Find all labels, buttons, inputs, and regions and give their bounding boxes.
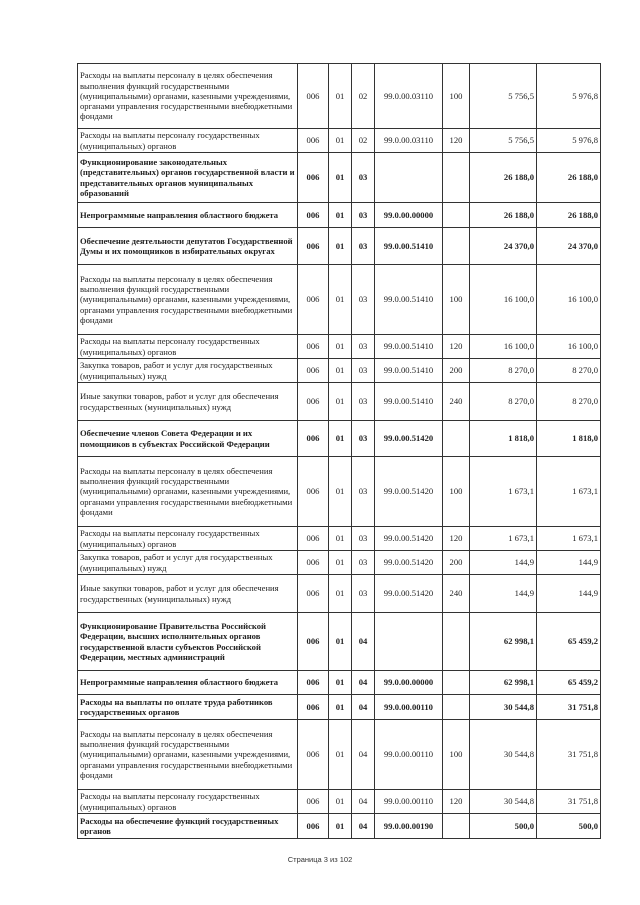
cell-pr: 02 [352, 64, 375, 129]
table-row [78, 575, 601, 613]
cell-ved: 006 [298, 265, 329, 335]
cell-sum2: 26 188,0 [537, 153, 601, 203]
cell-csr: 99.0.00.03110 [375, 64, 443, 129]
table-row [78, 457, 601, 527]
cell-csr: 99.0.00.00110 [375, 720, 443, 790]
cell-pr: 04 [352, 613, 375, 671]
cell-name: Иные закупки товаров, работ и услуг для обеспечения государственных (муниципальных) нужд [78, 383, 298, 421]
cell-sum1: 144,9 [470, 575, 537, 613]
cell-rz: 01 [329, 383, 352, 421]
cell-ved: 006 [298, 457, 329, 527]
cell-vr: 240 [443, 575, 470, 613]
cell-ved: 006 [298, 421, 329, 457]
cell-rz: 01 [329, 790, 352, 814]
cell-pr: 03 [352, 228, 375, 265]
cell-name: Расходы на обеспечение функций государственных органов [78, 814, 298, 839]
cell-ved: 006 [298, 129, 329, 153]
cell-sum2: 8 270,0 [537, 359, 601, 383]
table-row [78, 203, 601, 228]
cell-rz: 01 [329, 228, 352, 265]
cell-rz: 01 [329, 551, 352, 575]
cell-rz: 01 [329, 814, 352, 839]
cell-ved: 006 [298, 359, 329, 383]
cell-sum2: 16 100,0 [537, 335, 601, 359]
cell-sum1: 1 673,1 [470, 527, 537, 551]
cell-name: Расходы на выплаты персоналу в целях обеспечения выполнения функций государственными (муниципальными) органами, казенными учреждениями, органами управления государственными внебюджетными фондами [78, 457, 298, 527]
cell-ved: 006 [298, 575, 329, 613]
cell-rz: 01 [329, 421, 352, 457]
cell-pr: 03 [352, 421, 375, 457]
cell-sum2: 1 818,0 [537, 421, 601, 457]
cell-vr [443, 671, 470, 695]
cell-vr: 120 [443, 790, 470, 814]
budget-table-body [78, 64, 601, 839]
cell-rz: 01 [329, 203, 352, 228]
cell-pr: 03 [352, 383, 375, 421]
table-row [78, 64, 601, 129]
page-number: Страница 3 из 102 [287, 855, 353, 864]
table-row [78, 129, 601, 153]
cell-pr: 04 [352, 814, 375, 839]
cell-csr: 99.0.00.51420 [375, 575, 443, 613]
cell-name: Закупка товаров, работ и услуг для государственных (муниципальных) нужд [78, 359, 298, 383]
cell-vr [443, 695, 470, 720]
cell-ved: 006 [298, 814, 329, 839]
table-row [78, 421, 601, 457]
cell-ved: 006 [298, 153, 329, 203]
cell-sum2: 1 673,1 [537, 457, 601, 527]
cell-sum2: 144,9 [537, 575, 601, 613]
cell-csr: 99.0.00.00000 [375, 671, 443, 695]
table-row [78, 695, 601, 720]
table-row [78, 228, 601, 265]
cell-name: Обеспечение деятельности депутатов Государственной Думы и их помощников в избирательных округах [78, 228, 298, 265]
cell-pr: 03 [352, 203, 375, 228]
cell-sum1: 500,0 [470, 814, 537, 839]
budget-table [77, 63, 601, 839]
cell-rz: 01 [329, 695, 352, 720]
cell-sum1: 26 188,0 [470, 153, 537, 203]
cell-csr: 99.0.00.51410 [375, 228, 443, 265]
cell-vr [443, 814, 470, 839]
cell-vr: 100 [443, 720, 470, 790]
cell-sum2: 5 976,8 [537, 64, 601, 129]
cell-name: Закупка товаров, работ и услуг для государственных (муниципальных) нужд [78, 551, 298, 575]
cell-rz: 01 [329, 265, 352, 335]
cell-rz: 01 [329, 129, 352, 153]
cell-csr: 99.0.00.51410 [375, 335, 443, 359]
cell-csr: 99.0.00.03110 [375, 129, 443, 153]
cell-pr: 04 [352, 671, 375, 695]
cell-ved: 006 [298, 335, 329, 359]
cell-rz: 01 [329, 153, 352, 203]
cell-vr [443, 613, 470, 671]
cell-sum2: 16 100,0 [537, 265, 601, 335]
cell-sum2: 500,0 [537, 814, 601, 839]
cell-csr: 99.0.00.00110 [375, 790, 443, 814]
cell-pr: 04 [352, 720, 375, 790]
table-row [78, 814, 601, 839]
cell-csr [375, 153, 443, 203]
cell-rz: 01 [329, 613, 352, 671]
cell-sum2: 26 188,0 [537, 203, 601, 228]
cell-ved: 006 [298, 790, 329, 814]
cell-sum1: 62 998,1 [470, 671, 537, 695]
cell-sum1: 1 673,1 [470, 457, 537, 527]
cell-vr: 240 [443, 383, 470, 421]
cell-sum1: 5 756,5 [470, 129, 537, 153]
cell-pr: 03 [352, 457, 375, 527]
cell-sum1: 5 756,5 [470, 64, 537, 129]
cell-ved: 006 [298, 527, 329, 551]
table-row [78, 790, 601, 814]
table-row [78, 613, 601, 671]
cell-vr [443, 421, 470, 457]
cell-pr: 03 [352, 527, 375, 551]
cell-rz: 01 [329, 720, 352, 790]
cell-csr [375, 613, 443, 671]
cell-sum2: 24 370,0 [537, 228, 601, 265]
cell-csr: 99.0.00.00190 [375, 814, 443, 839]
cell-vr: 120 [443, 527, 470, 551]
cell-vr [443, 228, 470, 265]
cell-name: Иные закупки товаров, работ и услуг для обеспечения государственных (муниципальных) нужд [78, 575, 298, 613]
cell-sum2: 31 751,8 [537, 790, 601, 814]
cell-vr: 100 [443, 265, 470, 335]
cell-pr: 03 [352, 575, 375, 613]
cell-csr: 99.0.00.00000 [375, 203, 443, 228]
cell-csr: 99.0.00.51410 [375, 265, 443, 335]
cell-csr: 99.0.00.00110 [375, 695, 443, 720]
cell-sum2: 5 976,8 [537, 129, 601, 153]
cell-pr: 03 [352, 265, 375, 335]
table-row [78, 153, 601, 203]
table-row [78, 359, 601, 383]
cell-csr: 99.0.00.51420 [375, 457, 443, 527]
cell-rz: 01 [329, 359, 352, 383]
cell-ved: 006 [298, 671, 329, 695]
cell-vr: 100 [443, 457, 470, 527]
cell-ved: 006 [298, 383, 329, 421]
cell-csr: 99.0.00.51410 [375, 359, 443, 383]
cell-sum1: 24 370,0 [470, 228, 537, 265]
cell-sum2: 8 270,0 [537, 383, 601, 421]
cell-name: Расходы на выплаты персоналу в целях обеспечения выполнения функций государственными (муниципальными) органами, казенными учреждениями, органами управления государственными внебюджетными фондами [78, 265, 298, 335]
cell-pr: 03 [352, 551, 375, 575]
cell-sum1: 8 270,0 [470, 383, 537, 421]
cell-sum1: 30 544,8 [470, 720, 537, 790]
cell-ved: 006 [298, 613, 329, 671]
cell-sum1: 16 100,0 [470, 335, 537, 359]
cell-name: Непрограммные направления областного бюджета [78, 203, 298, 228]
table-row [78, 671, 601, 695]
cell-rz: 01 [329, 64, 352, 129]
cell-sum2: 31 751,8 [537, 695, 601, 720]
cell-rz: 01 [329, 527, 352, 551]
cell-csr: 99.0.00.51420 [375, 421, 443, 457]
table-row [78, 335, 601, 359]
cell-name: Функционирование Правительства Российской Федерации, высших исполнительных органов государственной власти субъектов Российской Федерации, местных администраций [78, 613, 298, 671]
cell-rz: 01 [329, 671, 352, 695]
table-row [78, 527, 601, 551]
cell-name: Обеспечение членов Совета Федерации и их помощников в субъектах Российской Федерации [78, 421, 298, 457]
cell-pr: 03 [352, 359, 375, 383]
table-row [78, 265, 601, 335]
cell-name: Функционирование законодательных (представительных) органов государственной власти и представительных органов муниципальных образований [78, 153, 298, 203]
cell-sum1: 16 100,0 [470, 265, 537, 335]
cell-vr: 120 [443, 129, 470, 153]
cell-vr: 200 [443, 551, 470, 575]
table-row [78, 720, 601, 790]
cell-name: Расходы на выплаты персоналу государственных (муниципальных) органов [78, 790, 298, 814]
cell-pr: 03 [352, 335, 375, 359]
cell-sum2: 1 673,1 [537, 527, 601, 551]
cell-vr: 200 [443, 359, 470, 383]
cell-ved: 006 [298, 64, 329, 129]
cell-pr: 04 [352, 695, 375, 720]
cell-sum1: 30 544,8 [470, 790, 537, 814]
cell-name: Расходы на выплаты персоналу государственных (муниципальных) органов [78, 335, 298, 359]
cell-sum1: 8 270,0 [470, 359, 537, 383]
cell-sum1: 1 818,0 [470, 421, 537, 457]
cell-sum1: 144,9 [470, 551, 537, 575]
cell-vr [443, 153, 470, 203]
cell-name: Расходы на выплаты персоналу государственных (муниципальных) органов [78, 527, 298, 551]
cell-sum2: 65 459,2 [537, 613, 601, 671]
cell-rz: 01 [329, 575, 352, 613]
cell-ved: 006 [298, 720, 329, 790]
cell-rz: 01 [329, 457, 352, 527]
cell-sum2: 144,9 [537, 551, 601, 575]
cell-name: Расходы на выплаты персоналу в целях обеспечения выполнения функций государственными (муниципальными) органами, казенными учреждениями, органами управления государственными внебюджетными фондами [78, 64, 298, 129]
cell-ved: 006 [298, 551, 329, 575]
cell-pr: 03 [352, 153, 375, 203]
cell-name: Расходы на выплаты персоналу государственных (муниципальных) органов [78, 129, 298, 153]
cell-sum1: 62 998,1 [470, 613, 537, 671]
cell-sum1: 30 544,8 [470, 695, 537, 720]
cell-ved: 006 [298, 695, 329, 720]
cell-name: Непрограммные направления областного бюджета [78, 671, 298, 695]
cell-rz: 01 [329, 335, 352, 359]
cell-vr [443, 203, 470, 228]
cell-vr: 100 [443, 64, 470, 129]
cell-pr: 04 [352, 790, 375, 814]
cell-name: Расходы на выплаты персоналу в целях обеспечения выполнения функций государственными (муниципальными) органами, казенными учреждениями, органами управления государственными внебюджетными фондами [78, 720, 298, 790]
cell-ved: 006 [298, 228, 329, 265]
cell-sum2: 31 751,8 [537, 720, 601, 790]
cell-name: Расходы на выплаты по оплате труда работников государственных органов [78, 695, 298, 720]
cell-pr: 02 [352, 129, 375, 153]
cell-csr: 99.0.00.51410 [375, 383, 443, 421]
cell-vr: 120 [443, 335, 470, 359]
table-row [78, 551, 601, 575]
cell-ved: 006 [298, 203, 329, 228]
cell-csr: 99.0.00.51420 [375, 551, 443, 575]
cell-csr: 99.0.00.51420 [375, 527, 443, 551]
cell-sum1: 26 188,0 [470, 203, 537, 228]
table-row [78, 383, 601, 421]
cell-sum2: 65 459,2 [537, 671, 601, 695]
